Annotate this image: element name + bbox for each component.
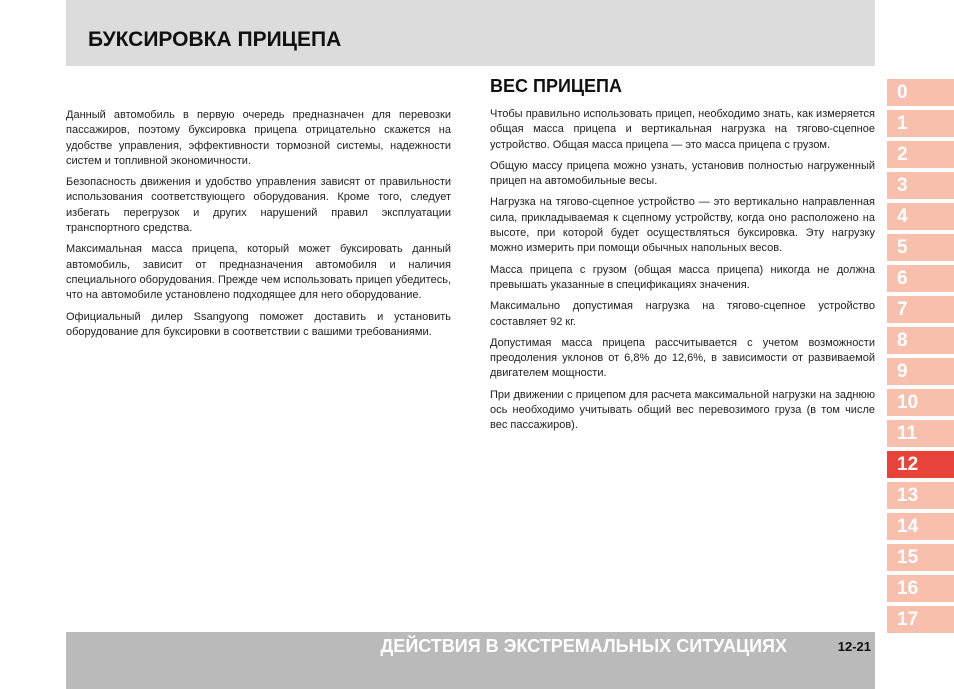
footer-section-title: ДЕЙСТВИЯ В ЭКСТРЕМАЛЬНЫХ СИТУАЦИЯХ (380, 636, 787, 656)
paragraph: Масса прицепа с грузом (общая масса прицепа) никогда не должна превышать указанные в спецификациях значения. (490, 263, 875, 291)
paragraph: Нагрузка на тягово-сцепное устройство — это вертикально направленная сила, прикладываемая к сцепному устройству, когда оно расположено на высоте, при которой будет осуществляться буксировка. Эту нагрузку можно измерить при помощи обычных напольных весов. (490, 196, 875, 255)
chapter-tab-14[interactable]: 14 (887, 513, 954, 540)
left-column (66, 108, 451, 346)
paragraph: Допустимая масса прицепа рассчитывается с учетом возможности преодоления уклонов от 6,8% до 12,6%, в зависимости от развиваемой двигателем мощности. (490, 336, 875, 380)
paragraph: При движении с прицепом для расчета максимальной нагрузки на заднюю ось необходимо учитывать общий вес перевозимого груза (в том числе вес пассажиров). (490, 388, 875, 432)
chapter-tabs (887, 79, 954, 637)
chapter-tab-2[interactable]: 2 (887, 141, 954, 168)
chapter-tab-12[interactable]: 12 (887, 451, 954, 478)
chapter-tab-0[interactable]: 0 (887, 79, 954, 106)
page-footer (66, 632, 875, 689)
paragraph: Чтобы правильно использовать прицеп, необходимо знать, как измеряется общая масса прицепа и вертикальная нагрузка на тягово-сцепное устройство. Общая масса прицепа — это масса прицепа с грузом. (490, 108, 875, 151)
right-column (490, 107, 875, 440)
chapter-tab-17[interactable]: 17 (887, 606, 954, 633)
chapter-tab-6[interactable]: 6 (887, 265, 954, 292)
chapter-tab-9[interactable]: 9 (887, 358, 954, 385)
page-number: 12-21 (837, 639, 871, 654)
chapter-tab-1[interactable]: 1 (887, 110, 954, 137)
paragraph: Безопасность движения и удобство управления зависят от правильности использования соответствующего оборудования. Кроме того, следует избегать перегрузок и других нарушений правил эксплуатации транспортного средства. (66, 176, 451, 235)
paragraph: Максимально допустимая нагрузка на тягово-сцепное устройство составляет 92 кг. (490, 300, 875, 328)
chapter-tab-5[interactable]: 5 (887, 234, 954, 261)
page-header (66, 0, 875, 66)
page-title: БУКСИРОВКА ПРИЦЕПА (88, 28, 342, 51)
chapter-tab-4[interactable]: 4 (887, 203, 954, 230)
paragraph: Максимальная масса прицепа, который может буксировать данный автомобиль, зависит от предназначения автомобиля и наличия специального оборудования. Прежде чем использовать прицеп убедитесь, что на автомобиле установлено подходящее для него оборудование. (66, 243, 451, 302)
chapter-tab-10[interactable]: 10 (887, 389, 954, 416)
chapter-tab-7[interactable]: 7 (887, 296, 954, 323)
chapter-tab-3[interactable]: 3 (887, 172, 954, 199)
paragraph: Данный автомобиль в первую очередь предназначен для перевозки пассажиров, поэтому буксировка прицепа отрицательно скажется на удобстве управления, эффективности тормозной системы, надежности систем и топливной экономичности. (66, 109, 451, 167)
chapter-tab-15[interactable]: 15 (887, 544, 954, 571)
paragraph: Общую массу прицепа можно узнать, установив полностью нагруженный прицеп на автомобильные весы. (490, 159, 875, 188)
chapter-tab-11[interactable]: 11 (887, 420, 954, 447)
chapter-tab-13[interactable]: 13 (887, 482, 954, 509)
paragraph: Официальный дилер Ssangyong поможет доставить и установить оборудование для буксировки в соответствии с вашими требованиями. (66, 310, 451, 338)
chapter-tab-8[interactable]: 8 (887, 327, 954, 354)
section-heading: ВЕС ПРИЦЕПА (490, 76, 622, 96)
chapter-tab-16[interactable]: 16 (887, 575, 954, 602)
